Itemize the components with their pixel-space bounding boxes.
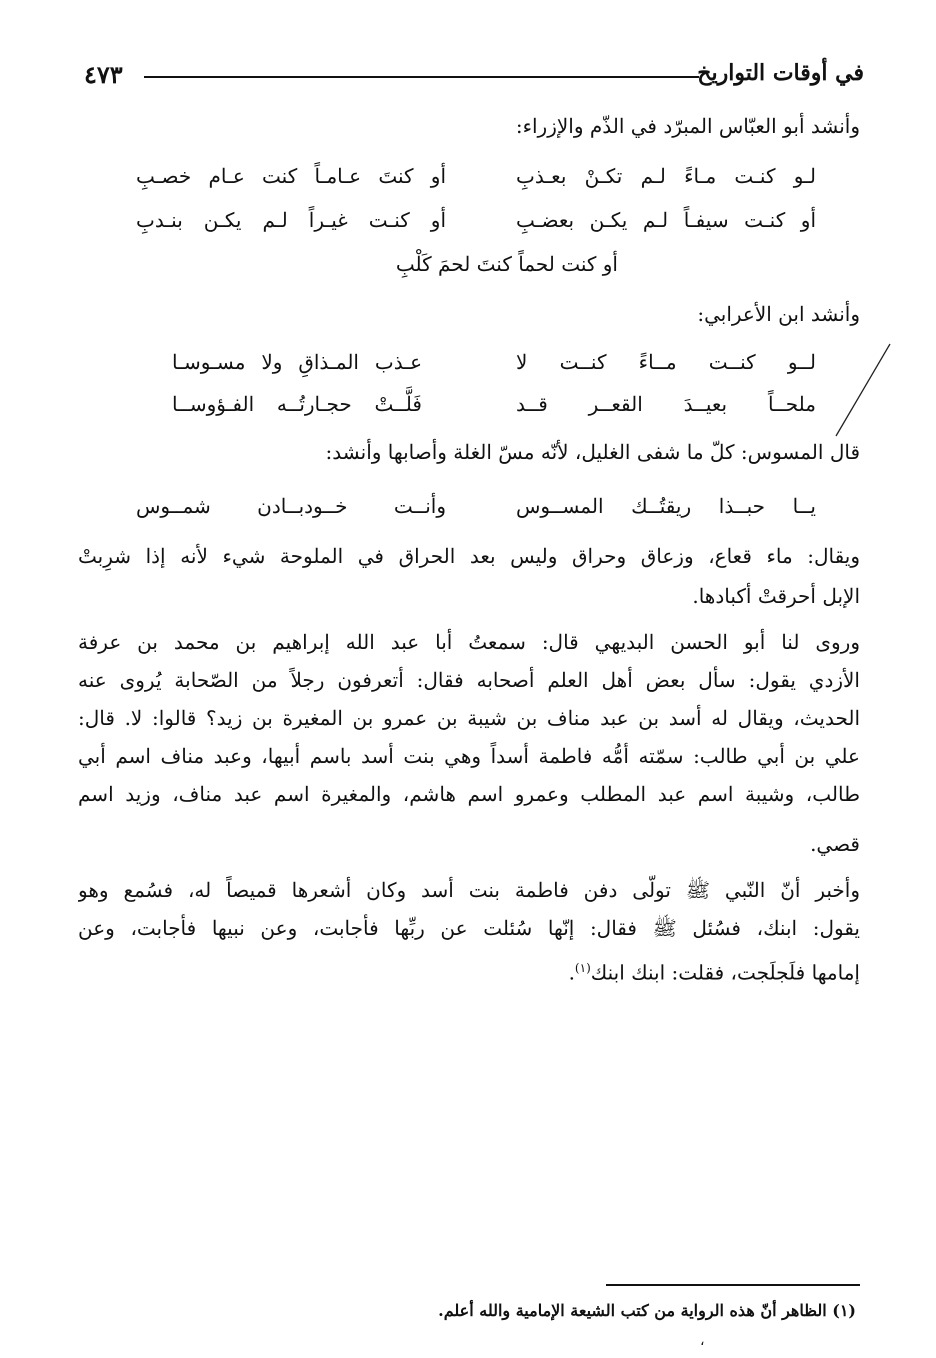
para2-line3: الحديث، ويقال له أسد بن عبد مناف بن شيبة بن عمرو بن المغيرة بن زيد؟ قالوا: لا. قال: xyxy=(78,706,860,730)
para3-line3-text: إمامها فلَجلَجت، فقلت: ابنك ابنك xyxy=(590,960,860,985)
para1-line1: ويقال: ماء قعاع، وزعاق وحراق وليس بعد الحراق في الملوحة شيء لأنه إذا شرِبتْ xyxy=(78,544,860,568)
para1-line2: الإبل أحرقتْ أكبادها. xyxy=(692,584,860,608)
stray-mark: ، xyxy=(700,1333,705,1349)
footnote: (١) الظاهر أنّ هذه الرواية من كتب الشيعة الإمامية والله أعلم. xyxy=(438,1301,856,1320)
poem3-left: وأنــت خــودبــادن شمــوس xyxy=(136,494,446,518)
poem2-verse2-left: فَلَّــتْ حجـارتُــه الفـؤوســا xyxy=(172,392,422,416)
poem1-verse2-left: أو كنـت غيـراً لـم يكـن بنـدبِ xyxy=(136,208,446,232)
para3-line1: وأخبر أنّ النّبي ﷺ تولّى دفن فاطمة بنت أسد وكان أشعرها قميصاً له، فسُمع وهو xyxy=(78,878,860,902)
poem1-verse3: أو كنت لحماً كنتَ لحمَ كَلْبِ xyxy=(395,252,618,276)
page-number: ٤٧٣ xyxy=(84,60,123,89)
footnote-reference[interactable]: (١) xyxy=(574,961,591,975)
header-rule xyxy=(144,76,699,78)
poem1-verse2-right: أو كنـت سيفـاً لـم يكـن بعضـبِ xyxy=(516,208,816,232)
para2-line1: وروى لنا أبو الحسن البديهي قال: سمعتُ أبا عبد الله إبراهيم بن محمد بن عرفة xyxy=(78,630,860,654)
poem3-right: يــا حبــذا ريقتُــك المســوس xyxy=(516,494,816,518)
running-title: في أوقات التواريخ xyxy=(697,60,864,86)
para2-line4: علي بن أبي طالب: سمّته أمُّه فاطمة أسداً وهي بنت أسد باسم أبيها، وعبد مناف اسم أبي xyxy=(78,744,860,768)
intro-mubarrad: وأنشد أبو العبّاس المبرّد في الذّم والإزراء: xyxy=(515,114,860,138)
poem2-verse2-right: ملحــاً بعيــدَ القعــر قــد xyxy=(516,392,816,416)
para2-line2: الأزدي يقول: سأل بعض أهل العلم أصحابه فقال: أتعرفون رجلاً من الصّحابة يُروى عنه xyxy=(78,668,860,692)
para2-line5: طالب، وشيبة اسم عبد المطلب وعمرو اسم هاشم، والمغيرة اسم عبد مناف، وزيد اسم xyxy=(78,782,860,806)
para2-line6: قصي. xyxy=(810,832,860,856)
poem2-verse1-left: عـذب المـذاقِ ولا مسـوسـا xyxy=(172,350,422,374)
poem2-verse1-right: لــو كنــت مــاءً كنــت لا xyxy=(516,350,816,374)
margin-pen-stroke xyxy=(830,340,900,440)
poem1-verse1-left: أو كنتَ عـامـاً كنت عـام خصـبِ xyxy=(136,164,446,188)
masus-definition: قال المسوس: كلّ ما شفى الغليل، لأنّه مسّ الغلة وأصابها وأنشد: xyxy=(325,440,860,464)
footnote-separator xyxy=(606,1284,860,1286)
intro-arabi: وأنشد ابن الأعرابي: xyxy=(697,302,860,326)
para3-end: . xyxy=(568,960,575,985)
running-header xyxy=(84,56,864,96)
poem1-verse1-right: لـو كنـت مـاءً لـم تكـنْ بعـذبِ xyxy=(516,164,816,188)
para3-line2: يقول: ابنك، فسُئل ﷺ فقال: إنّها سُئلت عن ربِّها فأجابت، وعن نبيها فأجابت، وعن xyxy=(78,916,860,940)
para3-line3 xyxy=(569,952,860,989)
